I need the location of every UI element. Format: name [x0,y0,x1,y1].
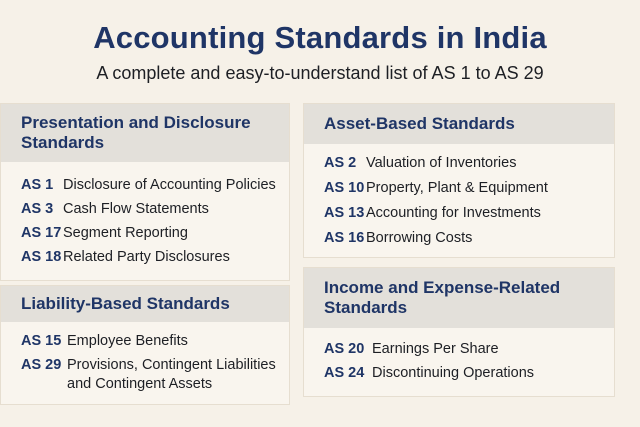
list-item [21,176,276,195]
standard-code: AS 10 [324,180,365,196]
standard-name: Accounting for Investments [366,205,541,221]
standard-name: Valuation of Inventories [366,155,517,171]
card-heading: Income and Expense-Related Standards [304,268,614,328]
standard-code: AS 2 [324,155,357,171]
standard-name: Borrowing Costs [366,230,473,246]
standard-name: Earnings Per Share [372,341,499,357]
standard-code: AS 18 [21,249,62,265]
list-item [324,179,548,198]
page-subtitle: A complete and easy-to-understand list of AS 1 to AS 29 [96,63,544,83]
list-item [324,364,534,383]
income-card [303,267,615,397]
list-item [324,229,548,248]
standard-name: Cash Flow Statements [63,201,209,217]
list-item [21,248,276,267]
list-item [21,356,283,394]
standard-code: AS 29 [21,357,62,373]
page-title: Accounting Standards in India [93,20,547,55]
standard-code: AS 3 [21,201,54,217]
standard-code: AS 24 [324,365,365,381]
standard-name: Related Party Disclosures [63,249,230,265]
standard-name: Segment Reporting [63,225,188,241]
asset-card [303,103,615,258]
standard-name: Disclosure of Accounting Policies [63,177,276,193]
card-heading: Presentation and Disclosure Standards [1,104,289,162]
list-item [324,340,534,359]
standard-code: AS 15 [21,333,62,349]
list-item [21,200,276,219]
standard-name: Employee Benefits [67,333,188,349]
card-heading: Liability-Based Standards [1,286,289,322]
list-item [324,154,548,173]
presentation-card [0,103,290,281]
standard-name: Property, Plant & Equipment [366,180,548,196]
standard-code: AS 17 [21,225,62,241]
list-item [324,204,548,223]
list-item [21,332,283,351]
card-heading: Asset-Based Standards [304,104,614,144]
list-item [21,224,276,243]
standard-name: Provisions, Contingent Liabilities and Contingent Assets [67,357,276,392]
liability-card [0,285,290,405]
standard-name: Discontinuing Operations [372,365,535,381]
standard-code: AS 1 [21,177,54,193]
standard-code: AS 13 [324,205,365,221]
standard-code: AS 16 [324,230,365,246]
standard-code: AS 20 [324,341,365,357]
